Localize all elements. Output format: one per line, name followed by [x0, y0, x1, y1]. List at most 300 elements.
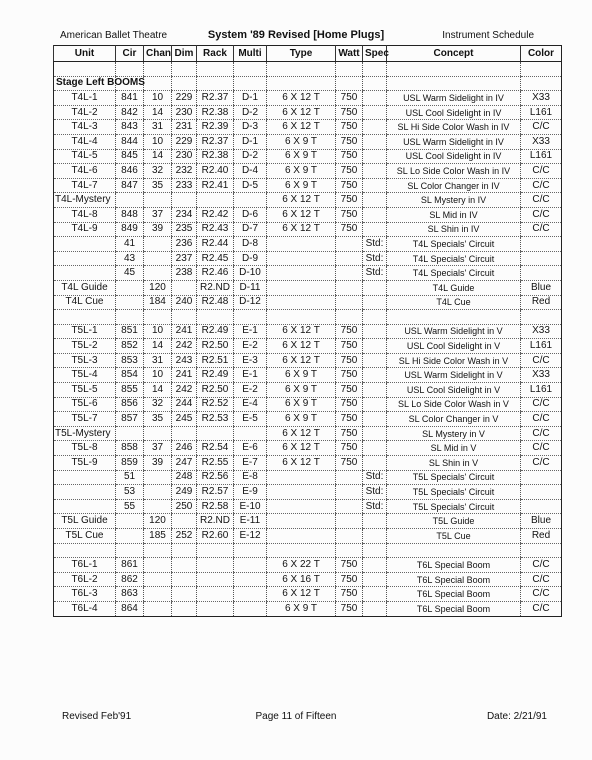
- cell-unit: T4L Cue: [54, 295, 116, 310]
- cell-spec: [363, 514, 387, 529]
- table-row: [54, 368, 562, 383]
- cell-spec: [363, 543, 387, 558]
- cell-color: X33: [521, 324, 562, 339]
- cell-cir: 862: [116, 572, 144, 587]
- cell-cir: 861: [116, 558, 144, 573]
- cell-spec: Std:: [363, 470, 387, 485]
- cell-dim: [172, 426, 197, 441]
- cell-cir: [116, 426, 144, 441]
- cell-unit: T5L Cue: [54, 529, 116, 544]
- cell-rack: R2.58: [197, 499, 234, 514]
- cell-multi: [234, 310, 267, 325]
- cell-color: C/C: [521, 426, 562, 441]
- cell-chan: [144, 310, 172, 325]
- table-row: [54, 412, 562, 427]
- cell-spec: [363, 529, 387, 544]
- table-row: [54, 222, 562, 237]
- cell-multi: D-9: [234, 251, 267, 266]
- cell-watt: 750: [336, 383, 363, 398]
- cell-color: C/C: [521, 456, 562, 471]
- cell-concept: SL Mid in IV: [387, 207, 521, 222]
- cell-watt: 750: [336, 587, 363, 602]
- cell-watt: [336, 470, 363, 485]
- cell-dim: 237: [172, 251, 197, 266]
- cell-multi: [234, 601, 267, 616]
- cell-cir: 855: [116, 383, 144, 398]
- cell-watt: [336, 543, 363, 558]
- table-row: [54, 601, 562, 616]
- table-row: [54, 426, 562, 441]
- cell-concept: SL Lo Side Color Wash in V: [387, 397, 521, 412]
- cell-multi: [234, 558, 267, 573]
- cell-multi: E-5: [234, 412, 267, 427]
- cell-type: [267, 543, 336, 558]
- cell-color: [521, 76, 562, 91]
- cell-unit: T6L-1: [54, 558, 116, 573]
- cell-chan: [144, 572, 172, 587]
- cell-type: 6 X 12 T: [267, 120, 336, 135]
- cell-color: L161: [521, 149, 562, 164]
- cell-color: C/C: [521, 193, 562, 208]
- cell-dim: 246: [172, 441, 197, 456]
- column-header-dim: Dim: [172, 46, 197, 62]
- cell-multi: [234, 62, 267, 77]
- cell-chan: 39: [144, 456, 172, 471]
- cell-type: 6 X 12 T: [267, 353, 336, 368]
- cell-color: [521, 266, 562, 281]
- cell-cir: 854: [116, 368, 144, 383]
- cell-chan: [144, 266, 172, 281]
- cell-chan: 184: [144, 295, 172, 310]
- cell-concept: USL Cool Sidelight in IV: [387, 149, 521, 164]
- cell-multi: D-3: [234, 120, 267, 135]
- cell-rack: [197, 601, 234, 616]
- cell-concept: USL Cool Sidelight in V: [387, 339, 521, 354]
- table-row: [54, 587, 562, 602]
- cell-cir: [116, 543, 144, 558]
- cell-type: [267, 295, 336, 310]
- cell-unit: T5L-4: [54, 368, 116, 383]
- cell-color: C/C: [521, 164, 562, 179]
- cell-dim: 238: [172, 266, 197, 281]
- cell-concept: T4L Specials' Circuit: [387, 266, 521, 281]
- cell-chan: [144, 499, 172, 514]
- cell-multi: D-7: [234, 222, 267, 237]
- cell-concept: SL Lo Side Color Wash in IV: [387, 164, 521, 179]
- cell-multi: D-5: [234, 178, 267, 193]
- cell-watt: [336, 62, 363, 77]
- cell-multi: E-2: [234, 383, 267, 398]
- cell-chan: 37: [144, 207, 172, 222]
- cell-type: 6 X 9 T: [267, 149, 336, 164]
- cell-spec: [363, 412, 387, 427]
- cell-rack: [197, 587, 234, 602]
- cell-rack: R2.37: [197, 91, 234, 106]
- cell-dim: 242: [172, 383, 197, 398]
- cell-dim: 248: [172, 470, 197, 485]
- cell-spec: [363, 310, 387, 325]
- cell-multi: E-1: [234, 324, 267, 339]
- cell-multi: D-2: [234, 105, 267, 120]
- table-row: [54, 178, 562, 193]
- cell-unit: T5L Guide: [54, 514, 116, 529]
- cell-chan: 120: [144, 280, 172, 295]
- cell-type: 6 X 12 T: [267, 587, 336, 602]
- cell-rack: R2.56: [197, 470, 234, 485]
- table-row: [54, 514, 562, 529]
- cell-chan: [144, 62, 172, 77]
- cell-watt: 750: [336, 572, 363, 587]
- cell-dim: [172, 587, 197, 602]
- cell-chan: [144, 543, 172, 558]
- cell-cir: [116, 514, 144, 529]
- cell-cir: 845: [116, 149, 144, 164]
- cell-watt: [336, 295, 363, 310]
- footer-page-number: Page 11 of Fifteen: [255, 711, 337, 722]
- cell-watt: [336, 266, 363, 281]
- cell-spec: [363, 134, 387, 149]
- cell-cir: 43: [116, 251, 144, 266]
- cell-color: C/C: [521, 587, 562, 602]
- cell-type: [267, 514, 336, 529]
- cell-chan: 14: [144, 339, 172, 354]
- cell-concept: USL Warm Sidelight in IV: [387, 91, 521, 106]
- table-row: [54, 76, 562, 91]
- cell-concept: SL Mystery in V: [387, 426, 521, 441]
- cell-unit: T4L-4: [54, 134, 116, 149]
- cell-chan: 31: [144, 353, 172, 368]
- cell-rack: [197, 193, 234, 208]
- cell-multi: E-8: [234, 470, 267, 485]
- cell-concept: USL Cool Sidelight in IV: [387, 105, 521, 120]
- cell-chan: 14: [144, 105, 172, 120]
- cell-unit: T4L-3: [54, 120, 116, 135]
- cell-watt: 750: [336, 193, 363, 208]
- cell-spec: [363, 120, 387, 135]
- cell-chan: 10: [144, 91, 172, 106]
- cell-multi: D-8: [234, 237, 267, 252]
- cell-cir: [116, 193, 144, 208]
- cell-cir: [116, 295, 144, 310]
- cell-dim: 243: [172, 353, 197, 368]
- cell-spec: [363, 149, 387, 164]
- cell-watt: 750: [336, 222, 363, 237]
- table-body: [54, 62, 562, 617]
- cell-chan: 32: [144, 164, 172, 179]
- table-row: [54, 529, 562, 544]
- cell-multi: [234, 426, 267, 441]
- table-row: [54, 237, 562, 252]
- cell-rack: [197, 62, 234, 77]
- cell-concept: T4L Specials' Circuit: [387, 237, 521, 252]
- cell-unit: T4L-5: [54, 149, 116, 164]
- cell-dim: [172, 572, 197, 587]
- cell-rack: [197, 572, 234, 587]
- cell-unit: T4L-2: [54, 105, 116, 120]
- cell-cir: [116, 62, 144, 77]
- table-row: [54, 456, 562, 471]
- cell-color: C/C: [521, 558, 562, 573]
- cell-chan: [144, 470, 172, 485]
- cell-watt: 750: [336, 120, 363, 135]
- table-row: [54, 441, 562, 456]
- cell-type: 6 X 9 T: [267, 412, 336, 427]
- cell-color: L161: [521, 383, 562, 398]
- cell-cir: 841: [116, 91, 144, 106]
- cell-spec: Std:: [363, 266, 387, 281]
- cell-spec: [363, 222, 387, 237]
- cell-rack: R2.60: [197, 529, 234, 544]
- footer-date: Date: 2/21/91: [486, 711, 547, 722]
- cell-spec: [363, 572, 387, 587]
- table-header-row: [54, 46, 562, 62]
- cell-dim: 252: [172, 529, 197, 544]
- cell-watt: [336, 76, 363, 91]
- cell-watt: 750: [336, 178, 363, 193]
- cell-rack: R2.42: [197, 207, 234, 222]
- cell-dim: 234: [172, 207, 197, 222]
- cell-cir: 41: [116, 237, 144, 252]
- cell-cir: [116, 280, 144, 295]
- cell-spec: [363, 164, 387, 179]
- cell-unit: T5L-Mystery: [54, 426, 116, 441]
- cell-dim: 244: [172, 397, 197, 412]
- cell-type: 6 X 9 T: [267, 397, 336, 412]
- cell-chan: 39: [144, 222, 172, 237]
- cell-rack: [197, 76, 234, 91]
- cell-unit: [54, 485, 116, 500]
- cell-multi: E-12: [234, 529, 267, 544]
- cell-color: C/C: [521, 222, 562, 237]
- table-row: [54, 280, 562, 295]
- cell-spec: [363, 193, 387, 208]
- cell-watt: 750: [336, 207, 363, 222]
- cell-concept: SL Mystery in IV: [387, 193, 521, 208]
- cell-watt: 750: [336, 134, 363, 149]
- cell-unit: T6L-2: [54, 572, 116, 587]
- cell-unit: T4L-9: [54, 222, 116, 237]
- cell-chan: 31: [144, 120, 172, 135]
- cell-watt: 750: [336, 426, 363, 441]
- cell-color: C/C: [521, 572, 562, 587]
- cell-multi: D-2: [234, 149, 267, 164]
- cell-color: [521, 470, 562, 485]
- cell-watt: 750: [336, 456, 363, 471]
- cell-dim: 230: [172, 105, 197, 120]
- cell-dim: 249: [172, 485, 197, 500]
- table-row: [54, 310, 562, 325]
- cell-unit: T4L-8: [54, 207, 116, 222]
- cell-spec: Std:: [363, 237, 387, 252]
- cell-watt: 750: [336, 397, 363, 412]
- cell-spec: [363, 601, 387, 616]
- cell-concept: T5L Cue: [387, 529, 521, 544]
- table-row: [54, 62, 562, 77]
- cell-unit: [54, 543, 116, 558]
- cell-chan: 14: [144, 149, 172, 164]
- cell-unit: [54, 470, 116, 485]
- cell-dim: 230: [172, 149, 197, 164]
- cell-rack: R2.52: [197, 397, 234, 412]
- cell-dim: 241: [172, 324, 197, 339]
- cell-cir: 53: [116, 485, 144, 500]
- cell-concept: T5L Specials' Circuit: [387, 485, 521, 500]
- table-row: [54, 164, 562, 179]
- cell-dim: [172, 310, 197, 325]
- cell-color: [521, 237, 562, 252]
- cell-color: C/C: [521, 412, 562, 427]
- cell-chan: [144, 251, 172, 266]
- cell-dim: 236: [172, 237, 197, 252]
- cell-spec: [363, 76, 387, 91]
- column-header-chan: Chan: [144, 46, 172, 62]
- cell-cir: 853: [116, 353, 144, 368]
- cell-rack: R2.49: [197, 368, 234, 383]
- cell-rack: R2.51: [197, 353, 234, 368]
- cell-multi: E-2: [234, 339, 267, 354]
- cell-color: X33: [521, 368, 562, 383]
- cell-multi: [234, 76, 267, 91]
- cell-color: [521, 499, 562, 514]
- cell-color: Red: [521, 295, 562, 310]
- cell-spec: [363, 62, 387, 77]
- cell-dim: 240: [172, 295, 197, 310]
- cell-cir: 859: [116, 456, 144, 471]
- cell-color: Blue: [521, 280, 562, 295]
- cell-spec: [363, 587, 387, 602]
- cell-concept: T6L Special Boom: [387, 572, 521, 587]
- cell-cir: 847: [116, 178, 144, 193]
- cell-concept: [387, 76, 521, 91]
- column-header-color: Color: [521, 46, 562, 62]
- cell-rack: R2.50: [197, 339, 234, 354]
- cell-color: C/C: [521, 441, 562, 456]
- cell-spec: [363, 441, 387, 456]
- cell-color: [521, 62, 562, 77]
- cell-type: 6 X 12 T: [267, 105, 336, 120]
- cell-multi: [234, 193, 267, 208]
- cell-color: C/C: [521, 207, 562, 222]
- cell-color: Blue: [521, 514, 562, 529]
- cell-dim: 242: [172, 339, 197, 354]
- cell-rack: R2.46: [197, 266, 234, 281]
- column-header-spec: Spec: [363, 46, 387, 62]
- cell-type: 6 X 12 T: [267, 207, 336, 222]
- cell-spec: [363, 456, 387, 471]
- cell-unit: T6L-4: [54, 601, 116, 616]
- cell-type: [267, 529, 336, 544]
- cell-unit: T5L-8: [54, 441, 116, 456]
- cell-unit: [54, 237, 116, 252]
- cell-dim: 231: [172, 120, 197, 135]
- cell-type: 6 X 9 T: [267, 368, 336, 383]
- cell-unit: T5L-5: [54, 383, 116, 398]
- cell-type: 6 X 9 T: [267, 178, 336, 193]
- cell-rack: [197, 558, 234, 573]
- cell-multi: [234, 587, 267, 602]
- table-row: [54, 353, 562, 368]
- cell-dim: 245: [172, 412, 197, 427]
- cell-unit: [54, 62, 116, 77]
- cell-color: X33: [521, 134, 562, 149]
- cell-concept: USL Warm Sidelight in V: [387, 324, 521, 339]
- cell-dim: 247: [172, 456, 197, 471]
- cell-watt: [336, 237, 363, 252]
- cell-watt: 750: [336, 368, 363, 383]
- cell-rack: R2.45: [197, 251, 234, 266]
- cell-type: [267, 237, 336, 252]
- cell-unit: T4L-1: [54, 91, 116, 106]
- cell-concept: [387, 62, 521, 77]
- cell-cir: 55: [116, 499, 144, 514]
- cell-type: [267, 499, 336, 514]
- table-row: [54, 193, 562, 208]
- cell-multi: D-10: [234, 266, 267, 281]
- cell-multi: E-6: [234, 441, 267, 456]
- cell-multi: D-4: [234, 164, 267, 179]
- cell-multi: [234, 543, 267, 558]
- cell-dim: [172, 558, 197, 573]
- cell-rack: R2.55: [197, 456, 234, 471]
- cell-spec: [363, 368, 387, 383]
- cell-type: 6 X 12 T: [267, 426, 336, 441]
- column-header-watt: Watt: [336, 46, 363, 62]
- cell-unit: T5L-2: [54, 339, 116, 354]
- cell-unit: T5L-7: [54, 412, 116, 427]
- cell-watt: 750: [336, 353, 363, 368]
- cell-rack: R2.ND: [197, 280, 234, 295]
- cell-concept: T5L Specials' Circuit: [387, 499, 521, 514]
- cell-type: 6 X 12 T: [267, 324, 336, 339]
- cell-watt: [336, 485, 363, 500]
- cell-rack: R2.54: [197, 441, 234, 456]
- cell-dim: [172, 193, 197, 208]
- cell-rack: R2.44: [197, 237, 234, 252]
- cell-dim: [172, 601, 197, 616]
- cell-spec: [363, 383, 387, 398]
- column-header-type: Type: [267, 46, 336, 62]
- cell-spec: [363, 295, 387, 310]
- cell-watt: [336, 251, 363, 266]
- cell-cir: 849: [116, 222, 144, 237]
- cell-type: [267, 62, 336, 77]
- cell-unit: T5L-6: [54, 397, 116, 412]
- cell-unit: T5L-1: [54, 324, 116, 339]
- cell-color: [521, 543, 562, 558]
- cell-color: C/C: [521, 353, 562, 368]
- cell-concept: T4L Guide: [387, 280, 521, 295]
- cell-type: [267, 280, 336, 295]
- header-schedule-name: Instrument Schedule: [442, 30, 534, 41]
- cell-color: Red: [521, 529, 562, 544]
- cell-rack: R2.39: [197, 120, 234, 135]
- cell-cir: 857: [116, 412, 144, 427]
- cell-cir: [116, 529, 144, 544]
- cell-multi: E-7: [234, 456, 267, 471]
- cell-multi: [234, 572, 267, 587]
- table-row: [54, 295, 562, 310]
- cell-concept: T4L Specials' Circuit: [387, 251, 521, 266]
- cell-rack: R2.50: [197, 383, 234, 398]
- cell-type: [267, 76, 336, 91]
- cell-spec: Std:: [363, 499, 387, 514]
- cell-unit: T5L-3: [54, 353, 116, 368]
- cell-rack: R2.57: [197, 485, 234, 500]
- cell-chan: [144, 237, 172, 252]
- cell-watt: [336, 514, 363, 529]
- section-heading: Stage Left BOOMS: [54, 76, 116, 91]
- cell-spec: [363, 91, 387, 106]
